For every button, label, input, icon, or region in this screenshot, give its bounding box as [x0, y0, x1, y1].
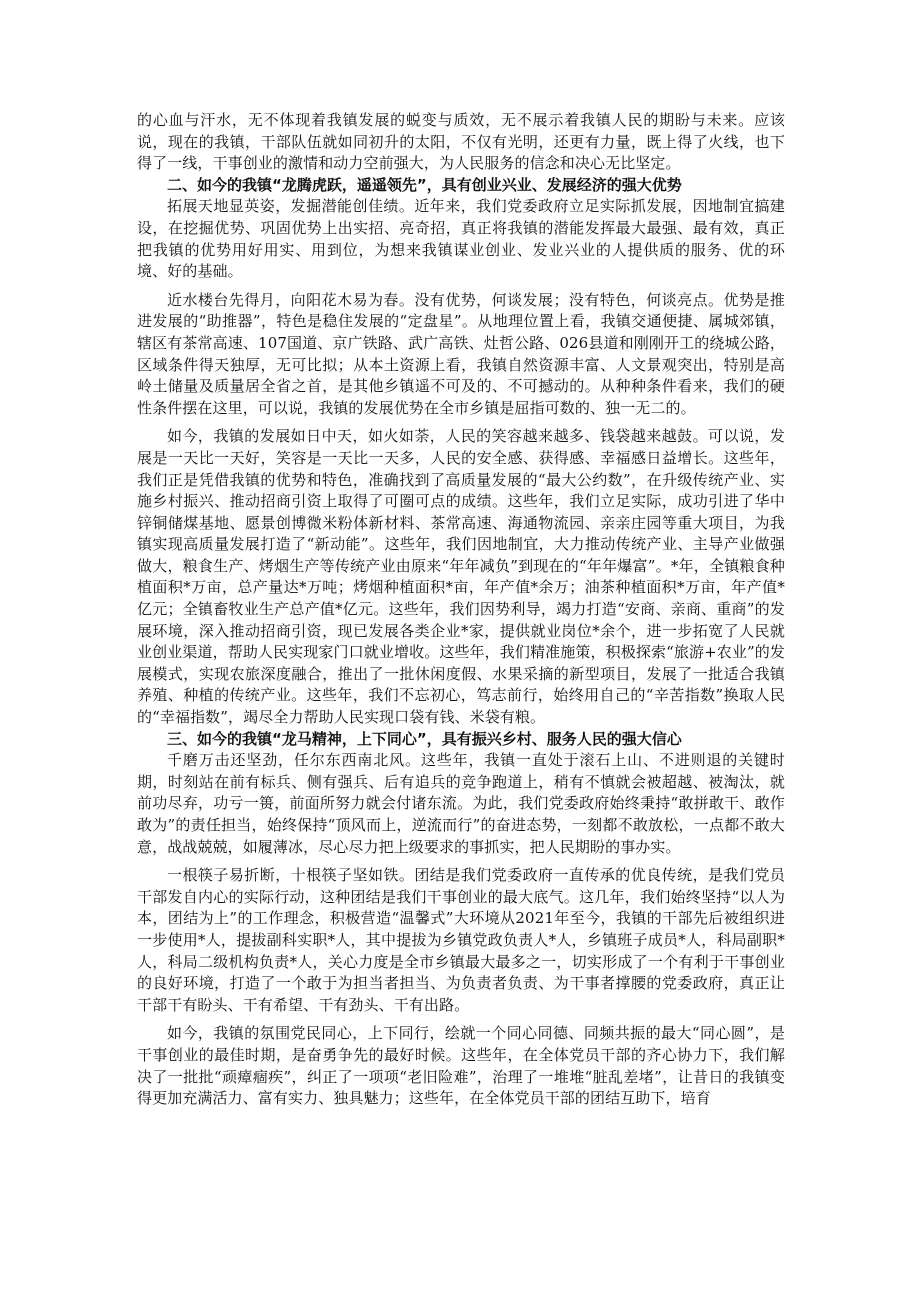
paragraph-3-2: 一根筷子易折断，十根筷子坚如铁。团结是我们党委政府一直传承的优良传统，是我们党员干部发自内心的实际行动，这种团结是我们干事创业的最大底气。这几年，我们始终坚持“以人为本，团结为上”的工作理念，积极营造“温馨式”大环境从2021年至今，我镇的干部先后被组织进一步使用*人，提拔副科实职*人，其中提拔为乡镇党政负责人*人，乡镇班子成员*人，科局副职*人，科局二级机构负责*人，关心力度是全市乡镇最大最多之一，切实形成了一个有利于干事创业的良好环境，打造了一个敢于为担当者担当、为负责者负责、为干事者撑腰的党委政府，真正让干部干有盼头、干有希望、干有劲头、干有出路。 [137, 866, 785, 1014]
paragraph-3-3: 如今，我镇的氛围党民同心，上下同行，绘就一个同心同德、同频共振的最大“同心圆”，是干事创业的最佳时期，是奋勇争先的最好时候。这些年，在全体党员干部的齐心协力下，我们解决了一批批“顽瘴痼疾”，纠正了一项项“老旧险难”，治理了一堆堆“脏乱差堵”，让昔日的我镇变得更加充满活力、富有实力、独具魅力；这些年，在全体党员干部的团结互助下，培育 [137, 1024, 785, 1108]
paragraph-2-1: 拓展天地显英姿，发掘潜能创佳绩。近年来，我们党委政府立足实际抓发展，因地制宜搞建设，在挖掘优势、巩固优势上出实招、亮奇招，真正将我镇的潜能发挥最大最强、最有效，真正把我镇的优势用好用实、用到位，为想来我镇谋业创业、发业兴业的人提供质的服务、优的环境、好的基础。 [137, 197, 785, 281]
document-page [137, 110, 785, 1110]
paragraph-3-1: 千磨万击还坚劲，任尔东西南北风。这些年，我镇一直处于滚石上山、不进则退的关键时期，时刻站在前有标兵、侧有强兵、后有追兵的竞争跑道上，稍有不慎就会被超越、被淘汰，就前功尽弃，功亏一篑，前面所努力就会付诸东流。为此，我们党委政府始终秉持“敢拼敢干、敢作敢为”的责任担当，始终保持“顶风而上，逆流而行”的奋进态势，一刻都不敢放松，一点都不敢大意，战战兢兢，如履薄冰，尽心尽力把上级要求的事抓实，把人民期盼的事办实。 [137, 751, 785, 856]
paragraph-2-2: 近水楼台先得月，向阳花木易为春。没有优势，何谈发展；没有特色，何谈亮点。优势是推进发展的“助推器”，特色是稳住发展的“定盘星”。从地理位置上看，我镇交通便捷、属城郊镇，辖区有茶常高速、107国道、京广铁路、武广高铁、灶哲公路、026县道和刚刚开工的绕城公路，区域条件得天独厚，无可比拟；从本土资源上看，我镇自然资源丰富、人文景观突出，特别是高岭土储量及质量居全省之首，是其他乡镇遥不可及的、不可撼动的。从种种条件看来，我们的硬性条件摆在这里，可以说，我镇的发展优势在全市乡镇是屈指可数的、独一无二的。 [137, 290, 785, 417]
paragraph-2-3: 如今，我镇的发展如日中天，如火如荼，人民的笑容越来越多、钱袋越来越鼓。可以说，发展是一天比一天好，笑容是一天比一天多，人民的安全感、获得感、幸福感日益增长。这些年，我们正是凭借我镇的优势和特色，准确找到了高质量发展的“最大公约数”，在升级传统产业、实施乡村振兴、推动招商引资上取得了可圈可点的成绩。这些年，我们立足实际，成功引进了华中锌铜储煤基地、愿景创博微米粉体新材料、茶常高速、海通物流园、亲亲庄园等重大项目，为我镇实现高质量发展打造了“新动能”。这些年，我们因地制宜，大力推动传统产业、主导产业做强做大，粮食生产、烤烟生产等传统产业由原来“年年减负”到现在的“年年爆富”。*年，全镇粮食种植面积*万亩，总产量达*万吨；烤烟种植面积*亩，年产值*余万；油茶种植面积*万亩，年产值*亿元；全镇畜牧业生产总产值*亿元。这些年，我们因势利导，竭力打造“安商、亲商、重商”的发展环境，深入推动招商引资，现已发展各类企业*家，提供就业岗位*余个，进一步拓宽了人民就业创业渠道，帮助人民实现家门口就业增收。这些年，我们精准施策，积极探索“旅游+农业”的发展模式，实现农旅深度融合，推出了一批休闲度假、水果采摘的新型项目，发展了一批适合我镇养殖、种植的传统产业。这些年，我们不忘初心，笃志前行，始终用自己的“辛苦指数”换取人民的“幸福指数”，竭尽全力帮助人民实现口袋有钱、米袋有粮。 [137, 427, 785, 727]
section-heading-2: 二、如今的我镇“龙腾虎跃，遥遥领先”，具有创业兴业、发展经济的强大优势 [167, 175, 682, 194]
section-heading-3: 三、如今的我镇“龙马精神，上下同心”，具有振兴乡村、服务人民的强大信心 [167, 729, 682, 748]
paragraph-intro-continued: 的心血与汗水，无不体现着我镇发展的蜕变与质效，无不展示着我镇人民的期盼与未来。应该说，现在的我镇，干部队伍就如同初升的太阳，不仅有光明，还更有力量，既上得了火线，也下得了一线，干事创业的激情和动力空前强大，为人民服务的信念和决心无比坚定。 [137, 111, 785, 173]
